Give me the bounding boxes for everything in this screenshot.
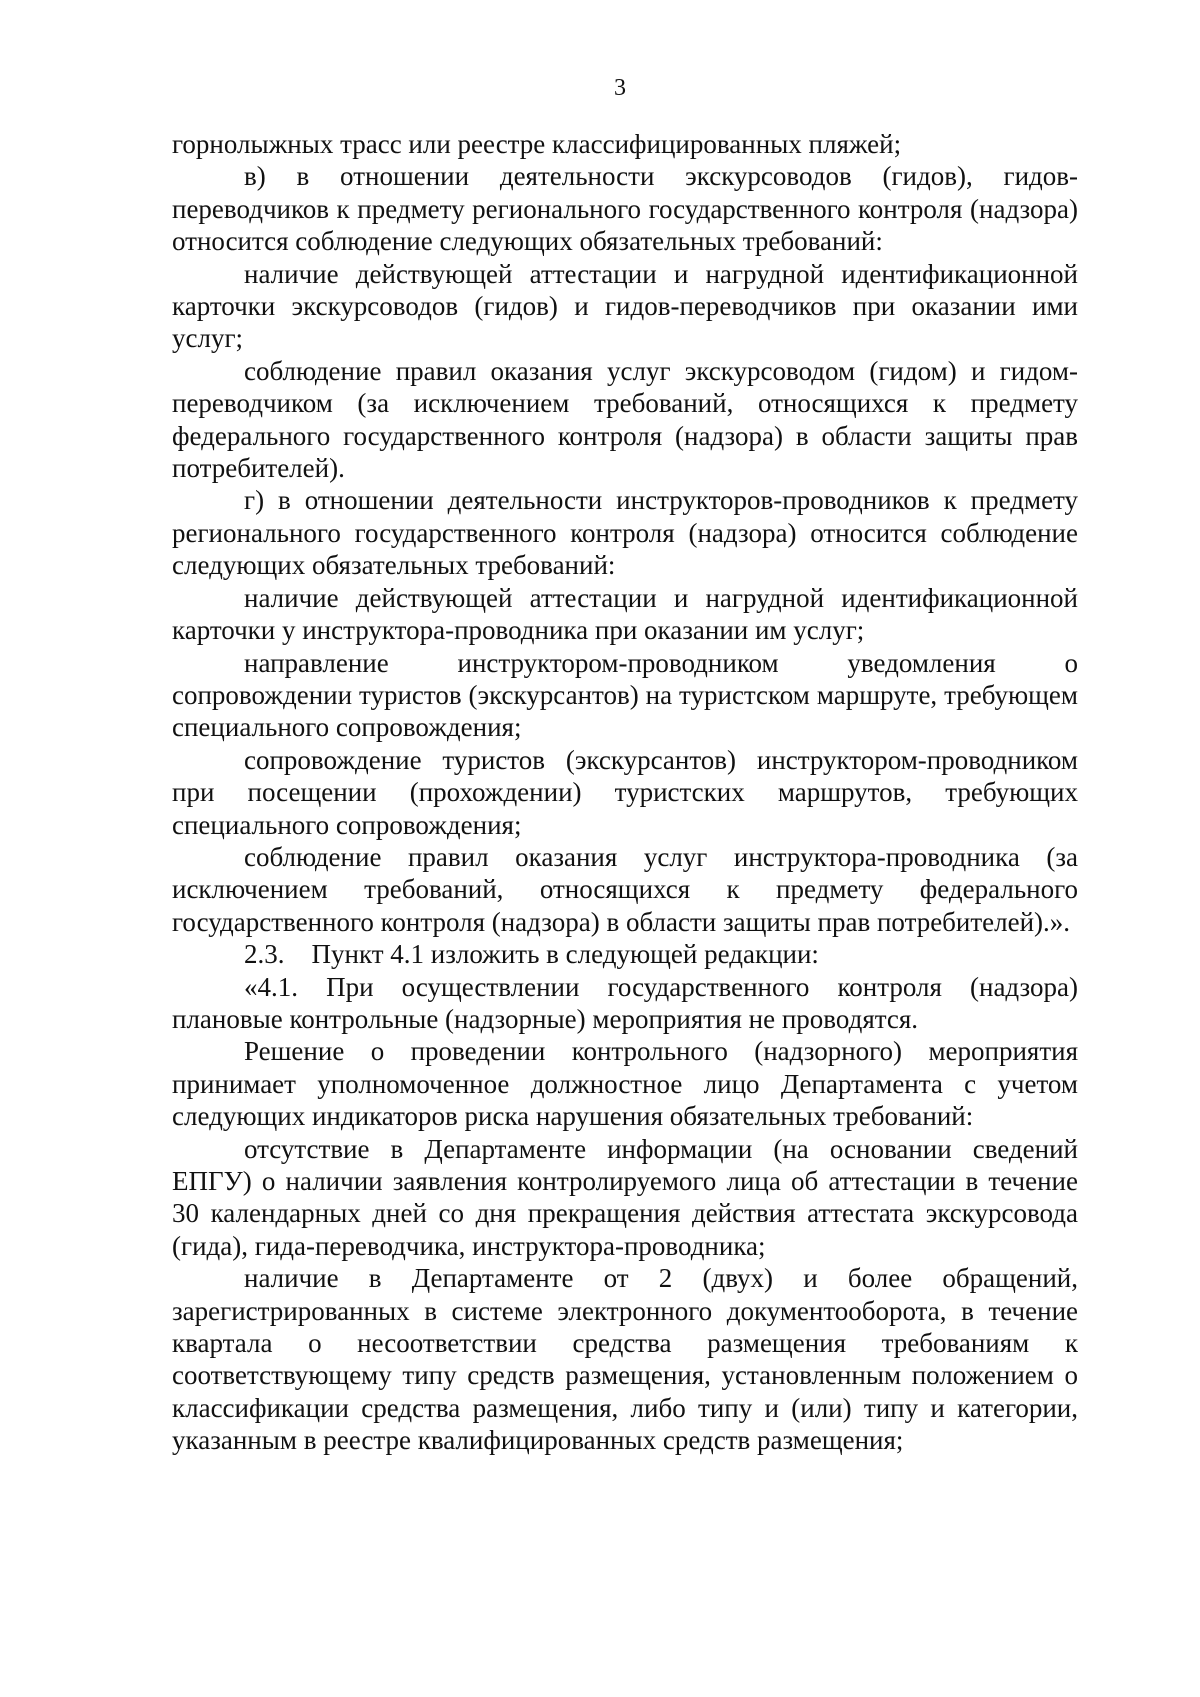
paragraph-item-v: в) в отношении деятельности экскурсоводов (гидов), гидов-переводчиков к предмету регионального государственного контроля (надзора) относится соблюдение следующих обязательных требований: (172, 161, 1078, 257)
paragraph: направление инструктором-проводником уведомления о сопровождении туристов (экскурсантов) на туристском маршруте, требующем специального сопровождения; (172, 647, 1078, 743)
paragraph: наличие действующей аттестации и нагрудной идентификационной карточки у инструктора-проводника при оказании им услуг; (172, 582, 1078, 646)
paragraph: наличие действующей аттестации и нагрудной идентификационной карточки экскурсоводов (гидов) и гидов-переводчиков при оказании ими услуг; (172, 258, 1078, 354)
paragraph-continuation: горнолыжных трасс или реестре классифицированных пляжей; (172, 129, 902, 159)
paragraph: соблюдение правил оказания услуг экскурсоводом (гидом) и гидом-переводчиком (за исключением требований, относящихся к предмету федерального государственного контроля (надзора) в области защиты прав потребителей). (172, 355, 1078, 484)
paragraph: Решение о проведении контрольного (надзорного) мероприятия принимает уполномоченное должностное лицо Департамента с учетом следующих индикаторов риска нарушения обязательных требований: (172, 1036, 1078, 1132)
paragraph: сопровождение туристов (экскурсантов) инструктором-проводником при посещении (прохождении) туристских маршрутов, требующих специального сопровождения; (172, 744, 1078, 840)
paragraph-clause-4-1: «4.1. При осуществлении государственного контроля (надзора) плановые контрольные (надзорные) мероприятия не проводятся. (172, 971, 1078, 1034)
paragraph: наличие в Департаменте от 2 (двух) и более обращений, зарегистрированных в системе электронного документооборота, в течение квартала о несоответствии средства размещения требованиям к соответствующему типу средств размещения, установленным положением о классификации средства размещения, либо типу и (или) типу и категории, указанным в реестре квалифицированных средств размещения; (172, 1263, 1078, 1456)
paragraph: отсутствие в Департаменте информации (на основании сведений ЕПГУ) о наличии заявления контролируемого лица об аттестации в течение 30 календарных дней со дня прекращения действия аттестата экскурсовода (гида), гида-переводчика, инструктора-проводника; (172, 1133, 1078, 1261)
paragraph: соблюдение правил оказания услуг инструктора-проводника (за исключением требований, относящихся к предмету федерального государственного контроля (надзора) в области защиты прав потребителей).». (172, 841, 1078, 937)
document-body (172, 128, 1078, 1457)
paragraph-clause-2-3: 2.3. Пункт 4.1 изложить в следующей редакции: (244, 939, 819, 970)
page-number: 3 (614, 75, 626, 101)
paragraph-item-g: г) в отношении деятельности инструкторов-проводников к предмету регионального государственного контроля (надзора) относится соблюдение следующих обязательных требований: (172, 485, 1078, 581)
